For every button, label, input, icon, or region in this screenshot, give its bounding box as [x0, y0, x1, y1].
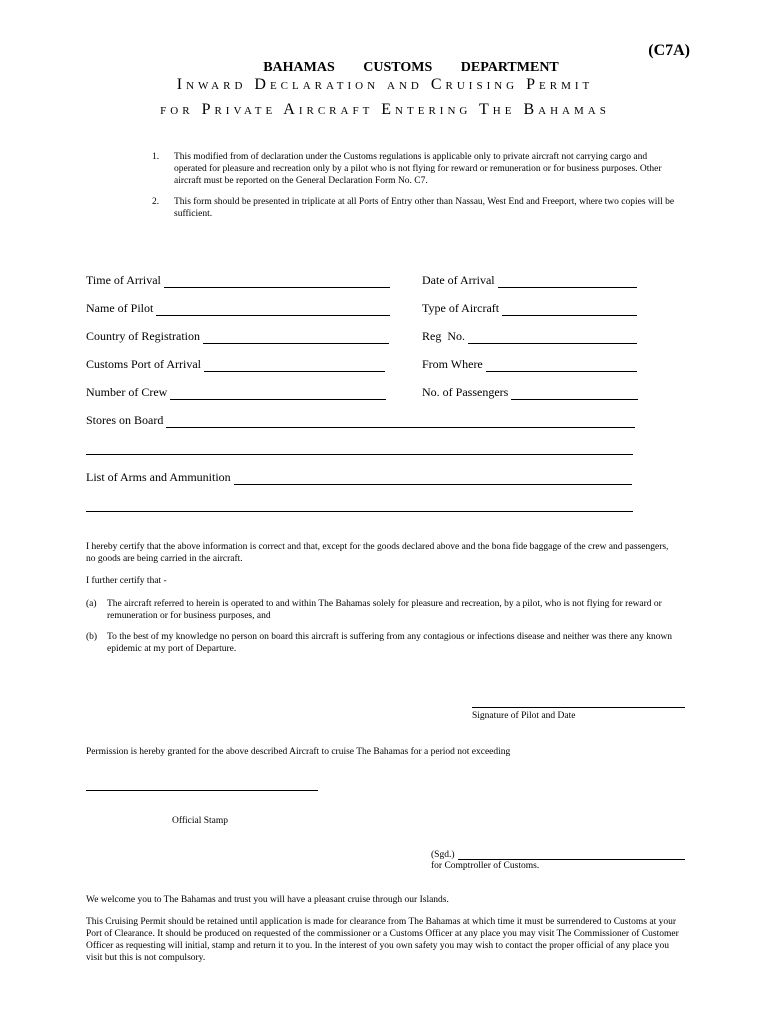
from-where-field[interactable] [422, 357, 637, 372]
fill-line[interactable] [170, 387, 386, 400]
signature-line[interactable] [472, 707, 685, 708]
fill-line[interactable] [164, 275, 390, 288]
date-of-arrival-field[interactable] [422, 273, 637, 288]
stores-on-board-field[interactable] [86, 413, 635, 428]
certification-item-a [86, 598, 682, 622]
time-of-arrival-field[interactable] [86, 273, 390, 288]
fill-line[interactable] [486, 359, 637, 372]
arms-continuation-line[interactable] [86, 511, 633, 512]
fill-line[interactable] [511, 387, 638, 400]
field-label: Type of Aircraft [422, 301, 500, 315]
note-1 [152, 151, 682, 187]
note-text: This form should be presented in triplicate at all Ports of Entry other than Nassau, West End and Freeport, where two copies will be sufficient. [174, 197, 675, 219]
form-code: (C7A) [648, 42, 690, 59]
official-stamp-label: Official Stamp [172, 816, 229, 826]
no-of-passengers-field[interactable] [422, 385, 638, 400]
field-label: Stores on Board [86, 413, 164, 427]
note-text: This modified from of declaration under the Customs regulations is applicable only to private aircraft not carrying cargo and operated for pleasure and recreation only by a pilot who is not flying for reward or remuneration or for business purposes. Other aircraft must be reported on the General Declaration Form No. C7. [174, 152, 662, 186]
note-number: 2. [152, 197, 160, 207]
note-2 [152, 196, 682, 220]
field-label: No. of Passengers [422, 385, 509, 399]
certification-intro: I hereby certify that the above information is correct and that, except for the goods declared above and the bona fide baggage of the crew and passengers, no goods are being carried in the aircraft. [86, 542, 669, 564]
name-of-pilot-field[interactable] [86, 301, 390, 316]
field-label: From Where [422, 357, 483, 371]
fill-line[interactable] [502, 303, 637, 316]
reg-no-field[interactable] [422, 329, 637, 344]
further-certify: I further certify that - [86, 576, 167, 586]
comptroller-label: for Comptroller of Customs. [431, 861, 540, 871]
retention-notice: This Cruising Permit should be retained until application is made for clearance from The Bahamas at which time it must be surrendered to Customs at your Port of Clearance. It should be produced on requested of the commissioner or a Customs Officer at any place you may visit The Commissioner of Customer Officer as requesting will initial, stamp and return it to you. In the interest of you own safety you may wish to contact the proper official of any place you visit but this is not compulsory. [86, 917, 679, 963]
certification-item-b [86, 631, 682, 655]
item-text: To the best of my knowledge no person on board this aircraft is suffering from any contagious or infections disease and neither was there any known epidemic at my port of Departure. [107, 632, 673, 654]
stores-continuation-line[interactable] [86, 454, 633, 455]
field-label: Name of Pilot [86, 301, 154, 315]
field-label: Country of Registration [86, 329, 200, 343]
number-of-crew-field[interactable] [86, 385, 386, 400]
welcome-text: We welcome you to The Bahamas and trust you will have a pleasant cruise through our Islands. [86, 895, 449, 905]
signature-label: Signature of Pilot and Date [472, 711, 576, 721]
field-label: Number of Crew [86, 385, 168, 399]
customs-port-of-arrival-field[interactable] [86, 357, 385, 372]
fill-line[interactable] [204, 359, 385, 372]
field-label: List of Arms and Ammunition [86, 470, 231, 484]
permission-text: Permission is hereby granted for the above described Aircraft to cruise The Bahamas for a period not exceeding [86, 747, 511, 757]
field-label: Time of Arrival [86, 273, 161, 287]
list-of-arms-field[interactable] [86, 470, 632, 485]
field-label: Customs Port of Arrival [86, 357, 202, 371]
country-of-registration-field[interactable] [86, 329, 389, 344]
fill-line[interactable] [203, 331, 389, 344]
fill-line[interactable] [234, 472, 632, 485]
fill-line[interactable] [468, 331, 637, 344]
fill-line[interactable] [156, 303, 390, 316]
fill-line[interactable] [166, 415, 635, 428]
form-title-line2: for Private Aircraft Entering The Bahamas [160, 101, 610, 118]
form-title-line1: Inward Declaration and Cruising Permit [176, 76, 594, 93]
item-marker: (a) [86, 599, 97, 609]
fill-line[interactable] [498, 275, 637, 288]
field-label: Date of Arrival [422, 273, 495, 287]
field-label: Reg No. [422, 329, 465, 343]
sgd-label: (Sgd.) [431, 850, 455, 860]
department-heading: BAHAMAS CUSTOMS DEPARTMENT [263, 60, 559, 75]
item-text: The aircraft referred to herein is operated to and within The Bahamas solely for pleasure and recreation, by a pilot, who is not flying for reward or remuneration or for business purposes, and [107, 599, 662, 621]
type-of-aircraft-field[interactable] [422, 301, 637, 316]
period-line[interactable] [86, 790, 318, 791]
item-marker: (b) [86, 632, 98, 642]
note-number: 1. [152, 152, 160, 162]
